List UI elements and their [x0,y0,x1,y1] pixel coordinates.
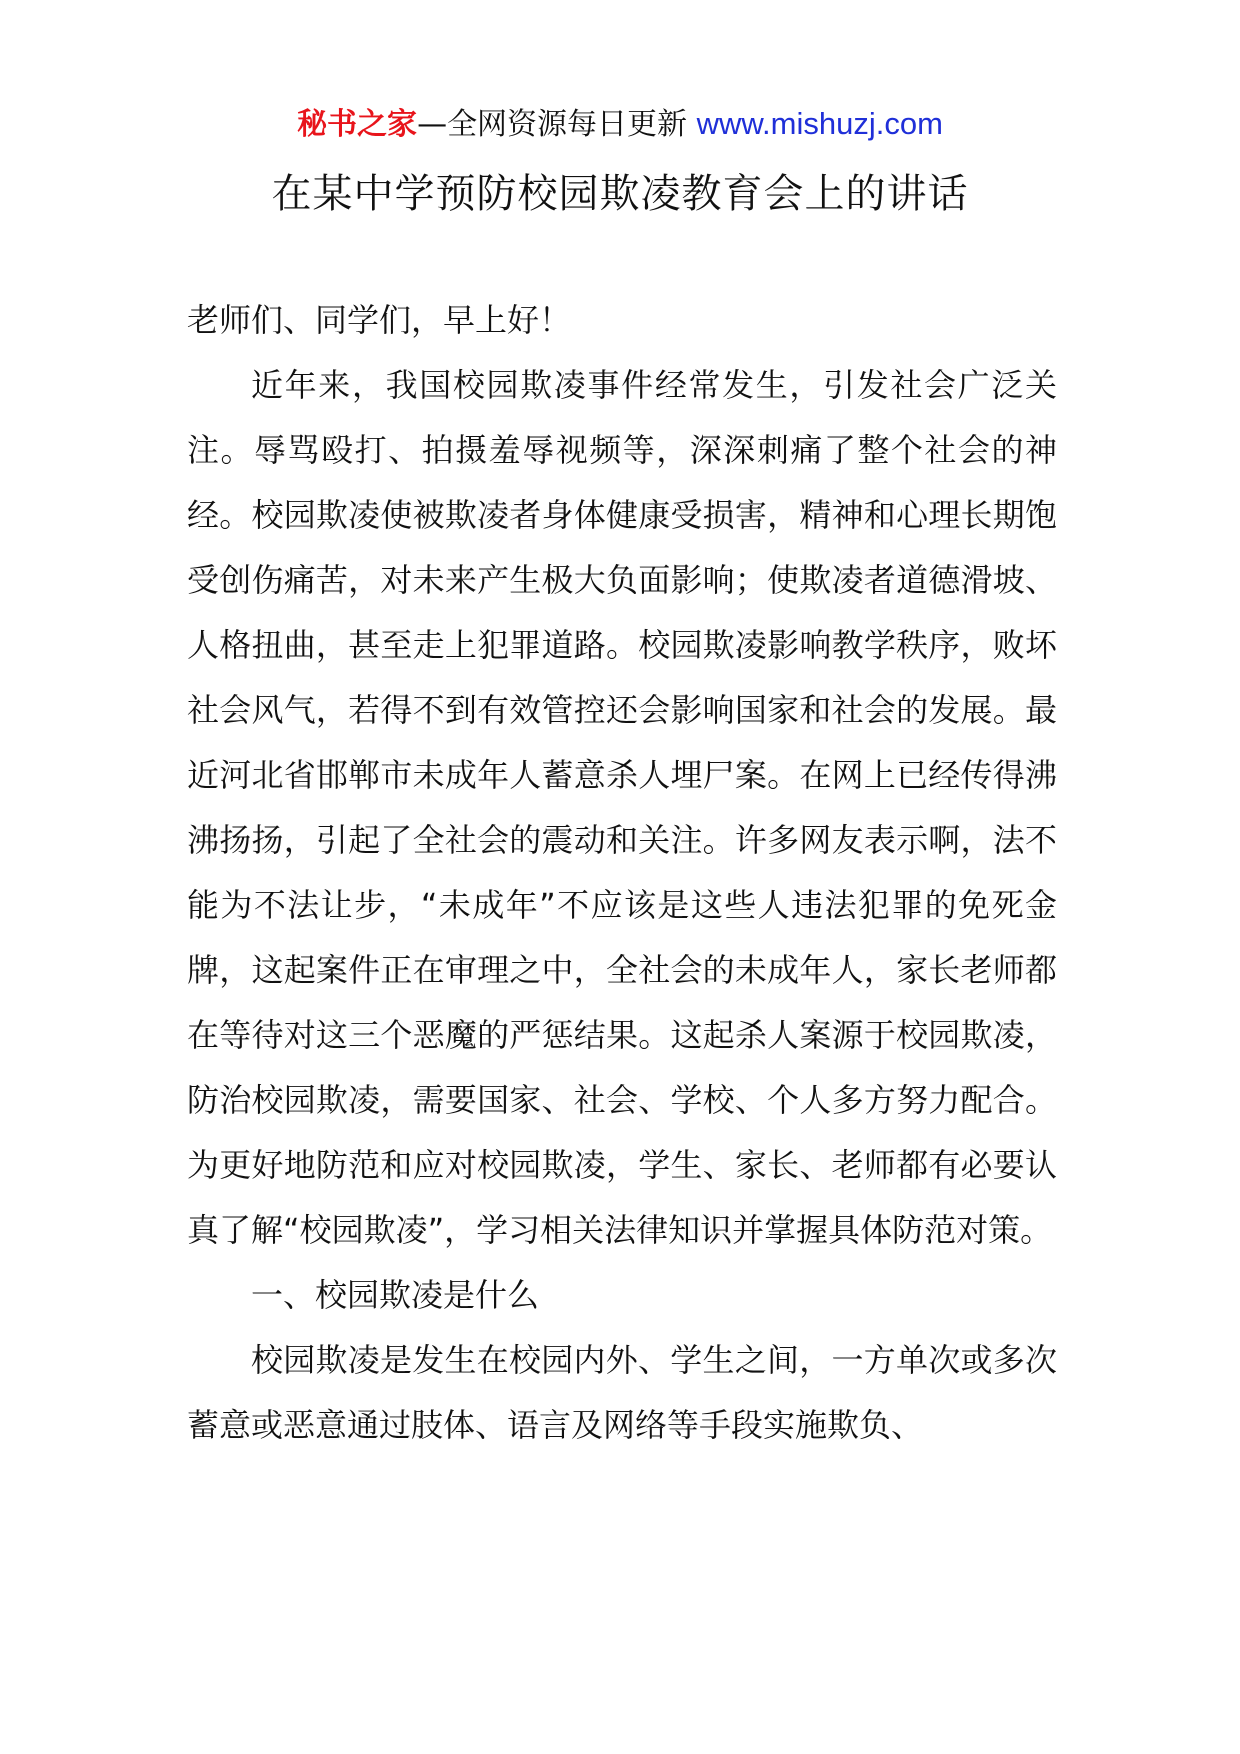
site-header [0,104,1240,145]
brand-name: 秘书之家 [297,107,418,142]
document-body [187,288,1057,1458]
header-tagline: —全网资源每日更新 [417,107,697,142]
paragraph: 近年来，我国校园欺凌事件经常发生，引发社会广泛关注。辱骂殴打、拍摄羞辱视频等，深深刺痛了整个社会的神经。校园欺凌使被欺凌者身体健康受损害，精神和心理长期饱受创伤痛苦，对未来产生极大负面影响；使欺凌者道德滑坡、人格扭曲，甚至走上犯罪道路。校园欺凌影响教学秩序，败坏社会风气，若得不到有效管控还会影响国家和社会的发展。最近河北省邯郸市未成年人蓄意杀人埋尸案。在网上已经传得沸沸扬扬，引起了全社会的震动和关注。许多网友表示啊，法不能为不法让步，“未成年”不应该是这些人违法犯罪的免死金牌，这起案件正在审理之中，全社会的未成年人，家长老师都在等待对这三个恶魔的严惩结果。这起杀人案源于校园欺凌，防治校园欺凌，需要国家、社会、学校、个人多方努力配合。为更好地防范和应对校园欺凌，学生、家长、老师都有必要认真了解“校园欺凌”，学习相关法律知识并掌握具体防范对策。 [187,366,1057,1249]
site-url-link[interactable]: www.mishuzj.com [696,106,943,141]
greeting: 老师们、同学们，早上好！ [187,301,572,339]
paragraph: 校园欺凌是发生在校园内外、学生之间，一方单次或多次蓄意或恶意通过肢体、语言及网络等手段实施欺负、 [187,1341,1057,1444]
document-title: 在某中学预防校园欺凌教育会上的讲话 [271,171,969,217]
section-heading: 一、校园欺凌是什么 [251,1276,540,1314]
